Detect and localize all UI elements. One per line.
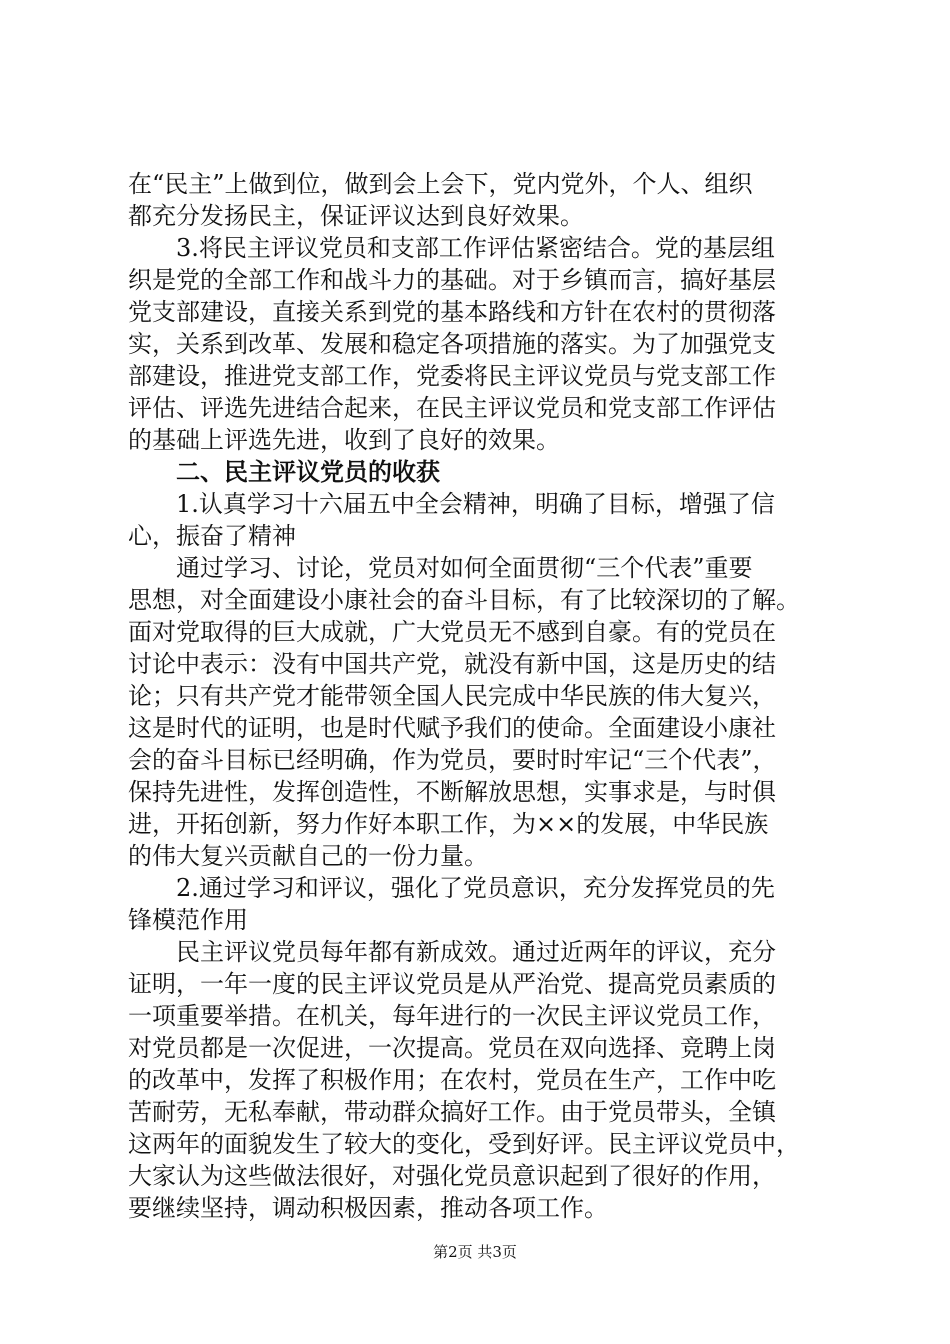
text-line: 要继续坚持，调动积极因素，推动各项工作。 [128, 1194, 608, 1222]
text-line: 这两年的面貌发生了较大的变化，受到好评。民主评议党员中， [128, 1130, 800, 1158]
text-line: 通过学习、讨论，党员对如何全面贯彻“三个代表”重要 [176, 554, 753, 582]
text-line: 一项重要举措。在机关，每年进行的一次民主评议党员工作， [128, 1002, 776, 1030]
text-line: 证明，一年一度的民主评议党员是从严治党、提高党员素质的 [128, 970, 776, 998]
text-line: 实，关系到改革、发展和稳定各项措施的落实。为了加强党支 [128, 330, 776, 358]
text-line: 的改革中，发挥了积极作用；在农村，党员在生产，工作中吃 [128, 1066, 776, 1094]
text-line: 讨论中表示：没有中国共产党，就没有新中国，这是历史的结 [128, 650, 776, 678]
text-line: 织是党的全部工作和战斗力的基础。对于乡镇而言，搞好基层 [128, 266, 776, 294]
text-line: 都充分发扬民主，保证评议达到良好效果。 [128, 202, 584, 230]
text-line: 党支部建设，直接关系到党的基本路线和方针在农村的贯彻落 [128, 298, 776, 326]
text-line: 思想，对全面建设小康社会的奋斗目标，有了比较深切的了解。 [128, 586, 800, 614]
document-body [128, 168, 828, 1224]
text-line: 在“民主”上做到位，做到会上会下，党内党外，个人、组织 [128, 170, 753, 198]
text-line: 这是时代的证明，也是时代赋予我们的使命。全面建设小康社 [128, 714, 776, 742]
text-line: 2.通过学习和评议，强化了党员意识，充分发挥党员的先 [176, 874, 775, 902]
text-line: 保持先进性，发挥创造性，不断解放思想，实事求是，与时俱 [128, 778, 776, 806]
text-line: 评估、评选先进结合起来，在民主评议党员和党支部工作评估 [128, 394, 776, 422]
page-footer [0, 1242, 950, 1262]
text-line: 1.认真学习十六届五中全会精神，明确了目标，增强了信 [176, 490, 775, 518]
text-line: 的基础上评选先进，收到了良好的效果。 [128, 426, 560, 454]
text-line: 大家认为这些做法很好，对强化党员意识起到了很好的作用， [128, 1162, 776, 1190]
text-line: 部建设，推进党支部工作，党委将民主评议党员与党支部工作 [128, 362, 776, 390]
text-line: 3.将民主评议党员和支部工作评估紧密结合。党的基层组 [176, 234, 775, 262]
page-number-label: 第2页 共3页 [433, 1243, 517, 1261]
text-line: 的伟大复兴贡献自己的一份力量。 [128, 842, 488, 870]
text-line: 面对党取得的巨大成就，广大党员无不感到自豪。有的党员在 [128, 618, 776, 646]
text-line: 对党员都是一次促进，一次提高。党员在双向选择、竞聘上岗 [128, 1034, 776, 1062]
text-line: 苦耐劳，无私奉献，带动群众搞好工作。由于党员带头，全镇 [128, 1098, 776, 1126]
section-heading: 二、民主评议党员的收获 [176, 457, 440, 486]
text-line: 论；只有共产党才能带领全国人民完成中华民族的伟大复兴， [128, 682, 776, 710]
text-line: 进，开拓创新，努力作好本职工作，为××的发展，中华民族 [128, 810, 769, 838]
text-line: 会的奋斗目标已经明确，作为党员，要时时牢记“三个代表”， [128, 746, 777, 774]
text-line: 心，振奋了精神 [128, 522, 296, 550]
text-line: 锋模范作用 [128, 906, 248, 934]
text-line: 民主评议党员每年都有新成效。通过近两年的评议，充分 [176, 938, 776, 966]
